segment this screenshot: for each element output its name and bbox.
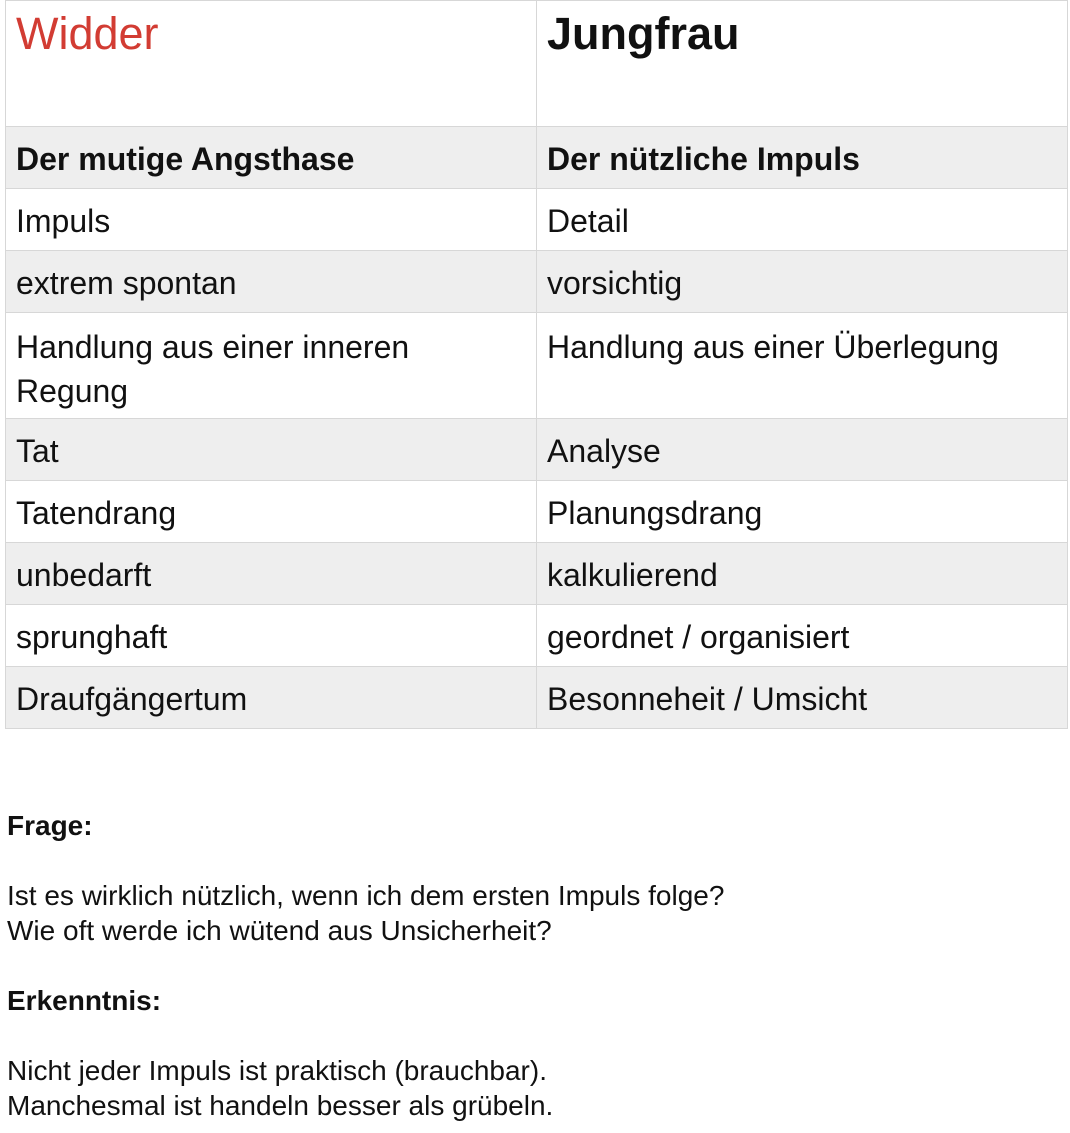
subtitle-left: Der mutige Angsthase: [6, 127, 537, 189]
cell-right: Besonneheit / Umsicht: [537, 667, 1068, 729]
table-row: [6, 543, 1068, 605]
subtitle-right: Der nützliche Impuls: [537, 127, 1068, 189]
cell-left: unbedarft: [6, 543, 537, 605]
cell-right: Planungsdrang: [537, 481, 1068, 543]
title-jungfrau: Jungfrau: [537, 1, 1068, 127]
table-row: [6, 667, 1068, 729]
cell-right: Analyse: [537, 419, 1068, 481]
insight-line: Nicht jeder Impuls ist praktisch (brauchbar).: [7, 1055, 547, 1086]
table-row: [6, 605, 1068, 667]
table-row: [6, 313, 1068, 419]
insight-heading: Erkenntnis:: [7, 985, 162, 1016]
cell-right: Detail: [537, 189, 1068, 251]
question-line: Ist es wirklich nützlich, wenn ich dem ersten Impuls folge?: [7, 880, 725, 911]
cell-left: sprunghaft: [6, 605, 537, 667]
table-row: [6, 419, 1068, 481]
table-row: [6, 189, 1068, 251]
cell-right: Handlung aus einer Überlegung: [537, 313, 1068, 419]
table-row: [6, 481, 1068, 543]
notes-section: [7, 808, 1057, 1123]
cell-left: Tat: [6, 419, 537, 481]
cell-left: Draufgängertum: [6, 667, 537, 729]
cell-left: Tatendrang: [6, 481, 537, 543]
cell-left: Impuls: [6, 189, 537, 251]
cell-right: geordnet / organisiert: [537, 605, 1068, 667]
table-row: [6, 251, 1068, 313]
cell-left: Handlung aus einer inneren Regung: [6, 313, 537, 419]
table-subtitle-row: [6, 127, 1068, 189]
cell-right: vorsichtig: [537, 251, 1068, 313]
title-widder: Widder: [6, 1, 537, 127]
cell-right: kalkulierend: [537, 543, 1068, 605]
table-title-row: [6, 1, 1068, 127]
question-line: Wie oft werde ich wütend aus Unsicherheit?: [7, 915, 552, 946]
comparison-table: [5, 0, 1068, 729]
question-heading: Frage:: [7, 810, 93, 841]
cell-left: extrem spontan: [6, 251, 537, 313]
insight-line: Manchesmal ist handeln besser als grübeln.: [7, 1090, 554, 1121]
